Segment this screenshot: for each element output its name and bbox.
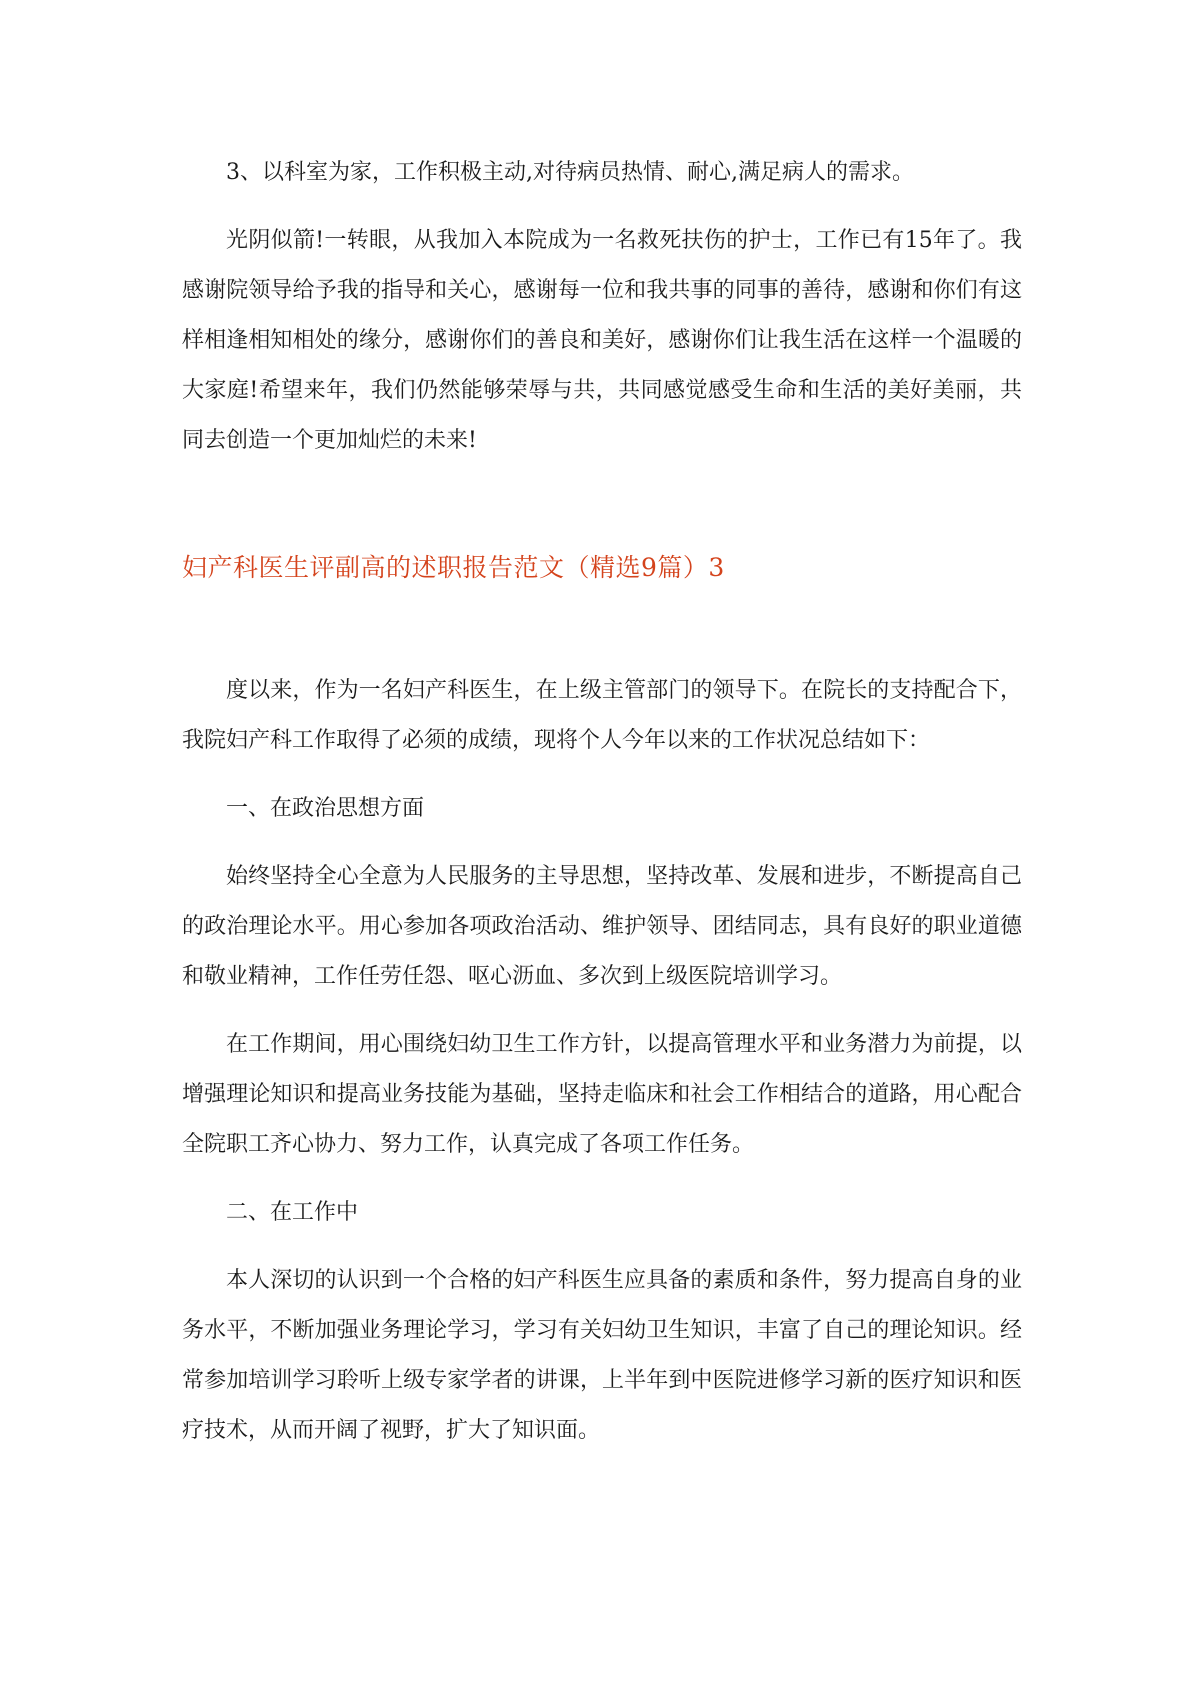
paragraph-intro: 度以来，作为一名妇产科医生，在上级主管部门的领导下。在院长的支持配合下，我院妇产科工作取得了必须的成绩，现将个人今年以来的工作状况总结如下： [182,678,1022,753]
section-heading: 妇产科医生评副高的述职报告范文（精选9篇）3 [182,553,725,582]
paragraph-study: 本人深切的认识到一个合格的妇产科医生应具备的素质和条件，努力提高自身的业务水平，不断加强业务理论学习，学习有关妇幼卫生知识，丰富了自己的理论知识。经常参加培训学习聆听上级专家学者的讲课，上半年到中医院进修学习新的医疗知识和医疗技术，从而开阔了视野，扩大了知识面。 [182,1268,1022,1443]
paragraph-work-period: 在工作期间，用心围绕妇幼卫生工作方针，以提高管理水平和业务潜力为前提，以增强理论知识和提高业务技能为基础，坚持走临床和社会工作相结合的道路，用心配合全院职工齐心协力、努力工作，认真完成了各项工作任务。 [182,1032,1022,1157]
section-title-work: 二、在工作中 [226,1200,359,1225]
document-body [182,148,1022,1456]
paragraph-item-3: 3、以科室为家，工作积极主动,对待病员热情、耐心,满足病人的需求。 [226,160,914,185]
section-title-political: 一、在政治思想方面 [226,796,425,821]
paragraph-closing-thanks: 光阴似箭!一转眼，从我加入本院成为一名救死扶伤的护士，工作已有15年了。我感谢院领导给予我的指导和关心，感谢每一位和我共事的同事的善待，感谢和你们有这样相逢相知相处的缘分，感谢你们的善良和美好，感谢你们让我生活在这样一个温暖的大家庭!希望来年，我们仍然能够荣辱与共，共同感觉感受生命和生活的美好美丽，共同去创造一个更加灿烂的未来! [182,228,1022,453]
paragraph-political: 始终坚持全心全意为人民服务的主导思想，坚持改革、发展和进步，不断提高自己的政治理论水平。用心参加各项政治活动、维护领导、团结同志，具有良好的职业道德和敬业精神，工作任劳任怨、呕心沥血、多次到上级医院培训学习。 [182,864,1022,989]
